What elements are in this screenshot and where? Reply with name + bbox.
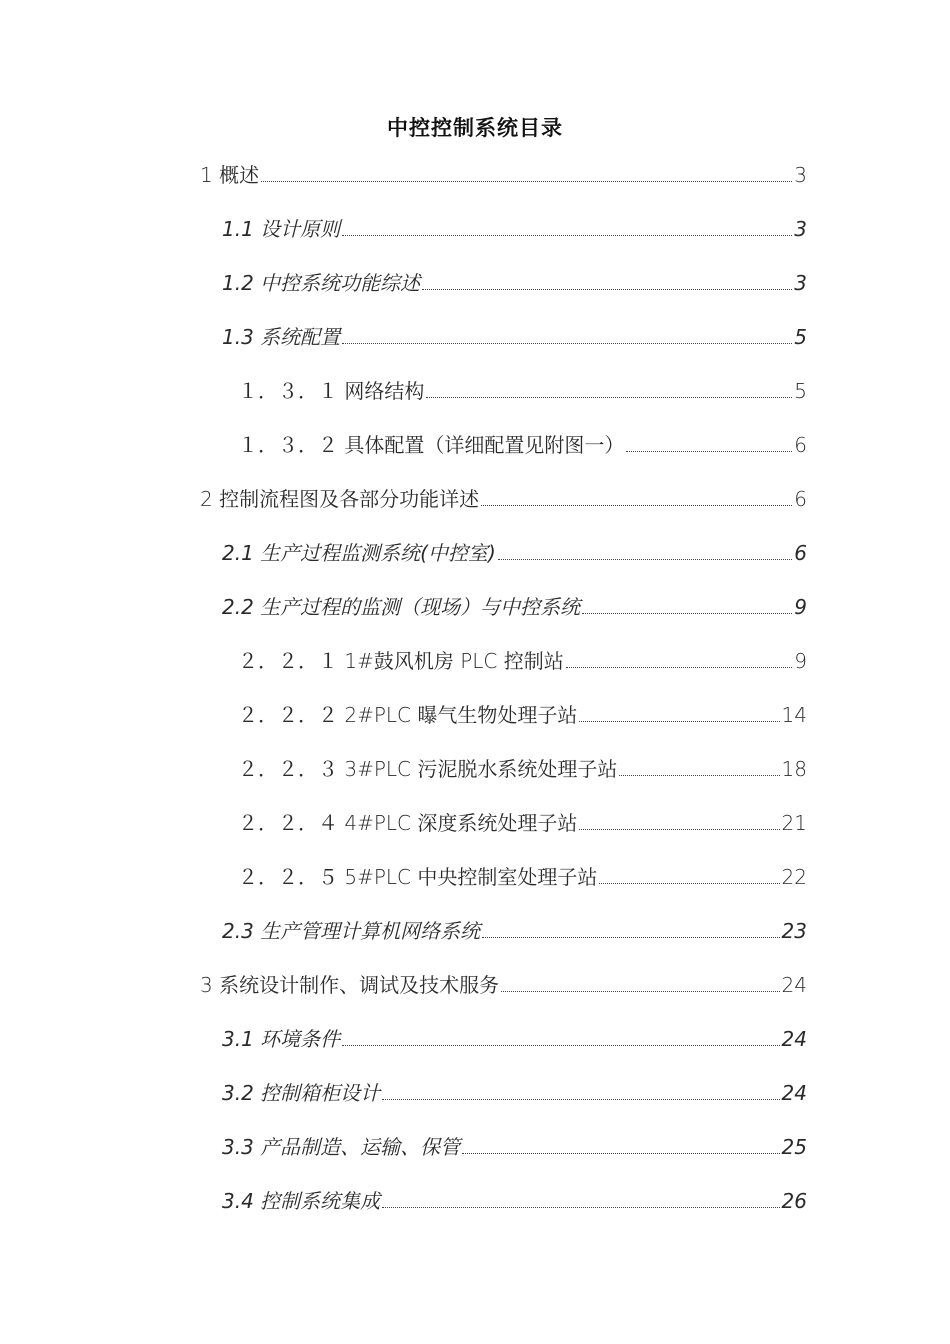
dot-leader <box>482 937 779 938</box>
toc-entry-page: 21 <box>781 811 807 835</box>
dot-leader <box>481 505 792 506</box>
toc-entry-text: 2.1 生产过程监测系统(中控室) <box>222 541 496 565</box>
toc-entry-page: 3 <box>794 217 807 241</box>
toc-entry-text: 1.2 中控系统功能综述 <box>222 271 421 295</box>
dot-leader <box>498 559 792 560</box>
toc-entry-page: 6 <box>794 487 807 511</box>
toc-entry-page: 3 <box>794 163 807 187</box>
toc-entry[interactable] <box>200 967 807 999</box>
toc-entry-text: 2.3 生产管理计算机网络系统 <box>222 919 481 943</box>
dot-leader <box>566 667 793 668</box>
toc-entry[interactable] <box>238 805 807 837</box>
dot-leader <box>582 613 792 614</box>
toc-entry-page: 14 <box>781 703 807 727</box>
toc-entry-text: ２．２．４ 4#PLC 深度系统处理子站 <box>238 811 578 835</box>
toc-entry-page: 18 <box>781 757 807 781</box>
toc-entry-text: 1 概述 <box>200 163 260 187</box>
dot-leader <box>462 1153 779 1154</box>
toc-entry[interactable] <box>200 481 807 513</box>
toc-entry[interactable] <box>222 1021 807 1053</box>
toc-entry-page: 24 <box>781 1081 807 1105</box>
toc-entry-page: 3 <box>794 271 807 295</box>
dot-leader <box>382 1099 779 1100</box>
toc-entry-text: 1.1 设计原则 <box>222 217 341 241</box>
toc-entry-page: 26 <box>781 1189 807 1213</box>
toc-entry-text: 3.3 产品制造、运输、保管 <box>222 1135 461 1159</box>
toc-entry-text: ２．２．２ 2#PLC 曝气生物处理子站 <box>238 703 578 727</box>
toc-entry-text: 3.4 控制系统集成 <box>222 1189 381 1213</box>
toc-entry-text: １．３．１ 网络结构 <box>238 379 425 403</box>
dot-leader <box>579 829 779 830</box>
toc-title: 中控控制系统目录 <box>387 116 563 140</box>
toc-entry[interactable] <box>222 589 807 621</box>
toc-entry-text: 3 系统设计制作、调试及技术服务 <box>200 973 500 997</box>
toc-entry-page: 25 <box>781 1135 807 1159</box>
dot-leader <box>579 721 779 722</box>
toc-entry[interactable] <box>222 211 807 243</box>
toc-entry-text: 3.2 控制箱柜设计 <box>222 1081 381 1105</box>
toc-entry[interactable] <box>200 157 807 189</box>
toc-entry[interactable] <box>222 1075 807 1107</box>
dot-leader <box>619 775 779 776</box>
toc-entry-page: 24 <box>781 973 807 997</box>
toc-entry[interactable] <box>222 913 807 945</box>
dot-leader <box>382 1207 779 1208</box>
toc-entry-text: 1.3 系统配置 <box>222 325 341 349</box>
toc-entry-page: 9 <box>794 595 807 619</box>
dot-leader <box>626 451 792 452</box>
toc-entry-page: 23 <box>781 919 807 943</box>
toc-entry[interactable] <box>238 697 807 729</box>
toc-entry-page: 6 <box>794 433 807 457</box>
toc-entry-text: 2.2 生产过程的监测（现场）与中控系统 <box>222 595 581 619</box>
dot-leader <box>422 289 792 290</box>
toc-entry-text: ２．２．１ 1#鼓风机房 PLC 控制站 <box>238 649 564 673</box>
dot-leader <box>599 883 779 884</box>
toc-entry[interactable] <box>222 1129 807 1161</box>
dot-leader <box>501 991 779 992</box>
toc-entry[interactable] <box>222 535 807 567</box>
toc-entry[interactable] <box>222 265 807 297</box>
dot-leader <box>261 181 792 182</box>
dot-leader <box>426 397 792 398</box>
toc-entry-text: １．３．２ 具体配置（详细配置见附图一） <box>238 433 625 457</box>
toc-entry[interactable] <box>238 859 807 891</box>
toc-entry-page: 24 <box>781 1027 807 1051</box>
toc-entry[interactable] <box>238 751 807 783</box>
dot-leader <box>342 235 792 236</box>
dot-leader <box>342 1045 779 1046</box>
toc-entry[interactable] <box>238 643 807 675</box>
toc-entry-text: ２．２．５ 5#PLC 中央控制室处理子站 <box>238 865 598 889</box>
toc-entry-text: ２．２．３ 3#PLC 污泥脱水系统处理子站 <box>238 757 618 781</box>
toc-entry-text: 3.1 环境条件 <box>222 1027 341 1051</box>
toc-entry[interactable] <box>238 373 807 405</box>
toc-entry[interactable] <box>238 427 807 459</box>
toc-entry-page: 5 <box>794 325 807 349</box>
toc-entry-page: 6 <box>794 541 807 565</box>
dot-leader <box>342 343 792 344</box>
toc-entry-page: 5 <box>794 379 807 403</box>
toc-entry-page: 22 <box>781 865 807 889</box>
toc-entry-text: 2 控制流程图及各部分功能详述 <box>200 487 480 511</box>
toc-entry[interactable] <box>222 319 807 351</box>
toc-entry-page: 9 <box>794 649 807 673</box>
toc-entry[interactable] <box>222 1183 807 1215</box>
